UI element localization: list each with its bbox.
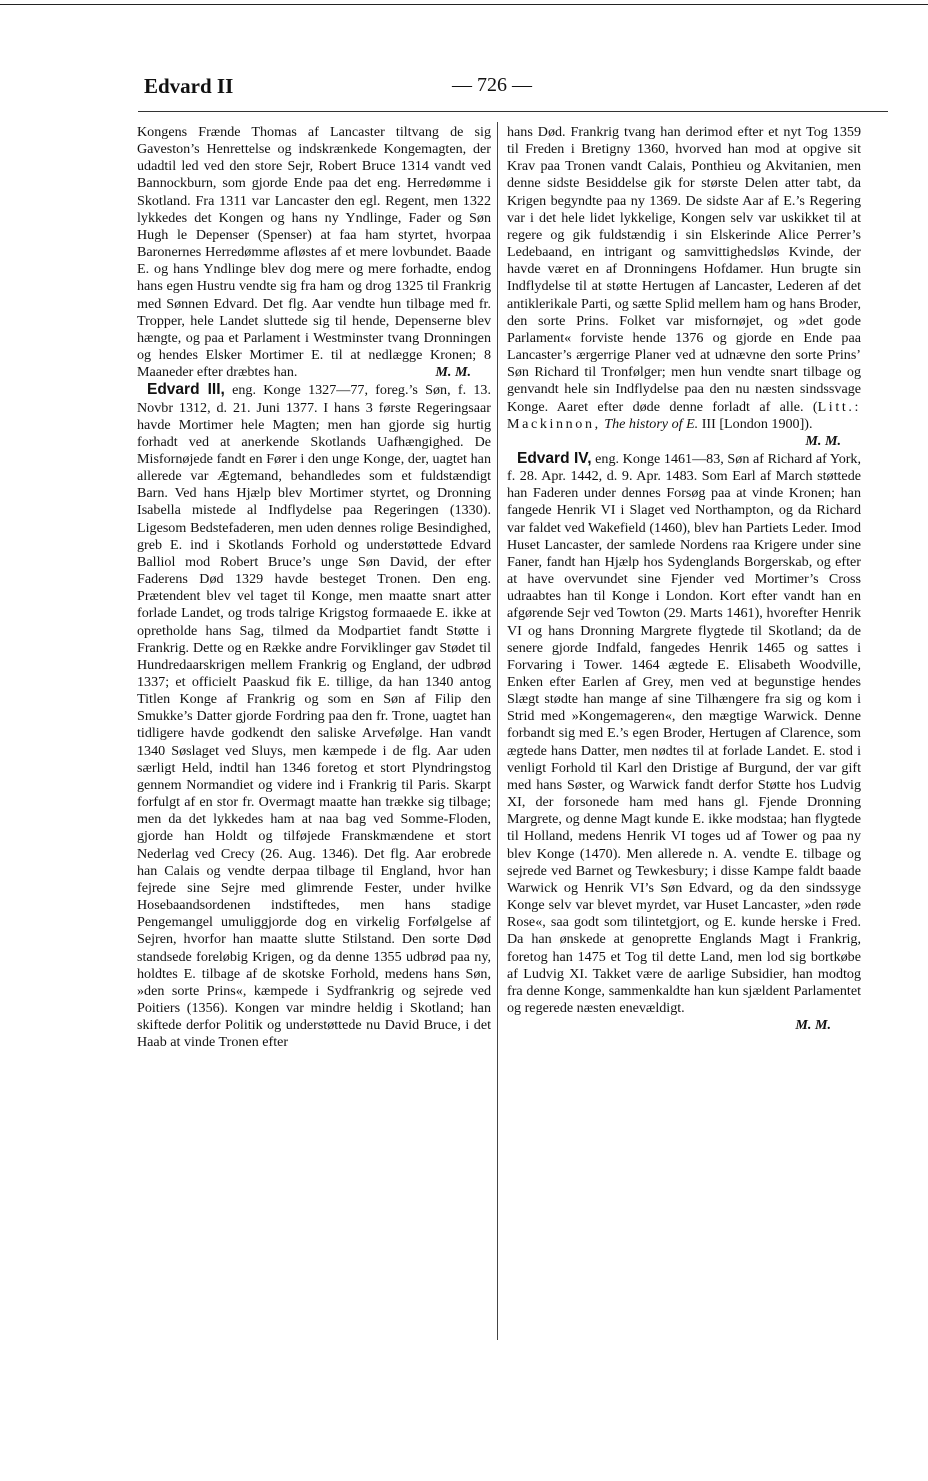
- literature-label: Litt.:: [817, 398, 861, 415]
- running-head-title: Edvard II: [144, 74, 234, 98]
- headword-edvard-iii: Edvard III,: [147, 381, 225, 399]
- signature-line: [507, 1017, 861, 1034]
- page-number: — 726 —: [452, 74, 532, 96]
- paragraph-text: Kongens Frænde Thomas af Lancaster tiltvang de sig Gaveston’s Henrettelse og indskrænkede Kongemagten, der udadtil led ved den store Sejr, Robert Bruce 1314 vandt ved Bannockburn, som gjorde Ende paa det eng. Herredømme i Skotland. Fra 1311 var Lancaster den egl. Regent, men 1322 lykkedes det Kongen og hans ny Yndlinge, Fader og Søn Hugh le Depenser (Spenser) at faa ham styrtet, hvorpaa Baronernes Herredømme afløstes af et mere lovbundet. Baade E. og hans Yndlinge blev dog mere og mere forhadte, endog hans egen Hustru vendte sig fra ham og drog 1325 til Frankrig med Sønnen Edvard. Det flg. Aar vendte hun tilbage med fr. Tropper, hele Landet sluttede sig til hende, Depenserne blev hængte, og paa et Parlament i Westminster tvang Dronningen og hendes Elsker Mortimer E. til at nedlægge Kronen; 8 Maaneder efter dræbtes han.: [137, 124, 491, 381]
- paragraph-text: hans Død. Frankrig tvang han derimod efter et nyt Tog 1359 til Freden i Bretigny 1360, hvorved han mod at opgive sit Krav paa Tronen vandt Calais, Ponthieu og Akvitanien, men denne sidste Besiddelse gik for største Delen atter tabt, da Krigen begyndte paa ny 1369. De sidste Aar af E.’s Regering var i det hele lidet lykkelige, Kongen selv var uskikket til at regere og gik fuldstændig i sin Elskerinde Alice Perrer’s Ledebaand, en intrigant og samvittighedsløs Kvinde, der havde været en af Dronningens Hofdamer. Hun brugte sin Indflydelse til at støtte Hertugen af Lancaster, Lederen af det antiklerikale Parti, og sætte Splid mellem ham og hans Broder, den sorte Prins. Folket var misfornøjet, og »det gode Parlament« forviste hende 1376 og gjorde en Ende paa Lancaster’s ærgerrige Planer ved at udnævne den sorte Prins’ Søn Richard til Tronfølger; men hun vendte snart tilbage og genvandt hele sin Indflydelse paa den nu næsten sindssvage Konge. Aaret efter døde denne forladt af alle. (: [507, 124, 861, 415]
- author-signature: M. M.: [805, 432, 841, 449]
- literature-rest: III [London 1900]).: [698, 415, 813, 432]
- literature-title: The history of E.: [604, 415, 699, 432]
- author-signature: M. M.: [795, 1017, 831, 1034]
- page-header: [138, 74, 888, 104]
- column-divider: [497, 122, 498, 1340]
- entry-edvard-iv: [507, 450, 861, 1017]
- headword-edvard-iv: Edvard IV,: [517, 449, 592, 467]
- header-rule: [138, 111, 888, 112]
- entry-edvard-iii: [137, 381, 491, 1051]
- literature-author: Mackinnon,: [507, 415, 601, 432]
- left-column: [137, 124, 491, 1051]
- right-column: [507, 124, 861, 1034]
- entry-text: eng. Konge 1461—83, Søn af Richard af York, f. 28. Apr. 1442, d. 9. Apr. 1483. Som Earl af March støttede han Faderen under dennes Forsøg paa at vinde Kronen; han fangede Henrik VI i Slaget ved Northampton, og da Richard var faldet ved Wakefield (1460), blev han Partiets Leder. Imod Huset Lancaster, der samlede Nordens raa Krigere under sine Faner, fandt han Hjælp hos Sydenglands Borgerskab, og efter at have overvundet sine Fjender ved Mortimer’s Cross udraabtes han til Konge i London. Kort efter vandt han en afgørende Sejr ved Towton (29. Marts 1461), hvorefter Henrik VI og hans Dronning Margrete flygtede til Skotland; da de senere gjorde Indfald, fangedes Henrik 1465 og sattes i Forvaring i Tower. 1464 ægtede E. Elisabeth Woodville, Enken efter Earlen af Grey, men ved at begunstige hendes Slægt stødte han mange af sine Tilhængere fra sig og kom i Strid med »Kongemageren«, den mægtige Warwick. Denne forbandt sig med E.’s egen Broder, Hertugen af Clarence, som ægtede hans Datter, men nødtes til at forlade Landet. E. stod i venligt Forhold til Karl den Dristige af Burgund, der var gift med hans Søster, og Warwick fandt derfor Støtte hos Ludvig XI, der forsonede ham med hans gl. Fjende Dronning Margrete, og denne Magt kunde E. ikke modstaa; han flygtede til Holland, medens Henrik VI toges ud af Tower og paa ny blev Konge (1470). Men allerede n. A. vendte E. tilbage og sejrede ved Barnet og Tewkesbury; i disse Kampe faldt baade Warwick og Henrik VI’s Søn Edvard, og da den sindssyge Konge selv var blevet myrdet, var Huset Lancaster, »den røde Rose«, saa godt som tilintetgjort, og E. kunde herske i Fred. Da han ønskede at genoprette Englands Magt i Frankrig, foretog han 1475 et Tog til dette Land, men lod sig bortkøbe af Ludvig XI. Takket være de aarlige Subsidier, han modtog fra denne Konge, sammenkaldte han kun sjældent Parlamentet og regerede næsten enevældigt.: [507, 450, 862, 1016]
- entry-text: eng. Konge 1327—77, foreg.’s Søn, f. 13. Novbr 1312, d. 21. Juni 1377. I hans 3 første Regeringsaar havde Mortimer hele Magten; men han gjorde sig hurtig forhadt ved at anerkende Skotlands Uafhængighed. De Misfornøjede fandt en Fører i den unge Konge, der, uagtet han allerede var Ægtemand, behandledes som et fuldstændigt Barn. Ved hans Hjælp blev Mortimer styrtet, og Dronning Isabella mistede al Indflydelse paa Regeringen (1330). Ligesom Bedstefaderen, men uden dennes rolige Besindighed, greb E. ind i Skotlands Forhold og understøttede Edvard Balliol mod Robert Bruce’s unge Søn David, der efter Faderens Død 1329 havde besteget Tronen. Den eng. Prætendent blev vel taget til Konge, men maatte snart atter forlade Landet, og trods talrige Krigstog formaaede E. ikke at opretholde hans Sag, tilmed da Modpartiet fandt Støtte i Frankrig. Dette og en Række andre Forviklinger gav Stødet til Hundredaarskrigen mellem Frankrig og England, der udbrød 1337; et officielt Paaskud fik E. tillige, da han 1340 antog Titlen Konge af Frankrig og som en Søn af Filip den Smukke’s Datter gjorde Fordring paa den fr. Trone, uagtet han tidligere havde godkendt den saliske Arvefølge. Han vandt 1340 Søslaget ved Sluys, men kæmpede i de flg. Aar uden særligt Held, indtil han 1346 foretog et stort Plyndringstog gennem Normandiet og videre ind i Frankrig til Paris. Skarpt forfulgt af en stor fr. Overmagt maatte han trække sig tilbage; men da det lykkedes ham at naa bag ved Somme-Floden, gjorde han Holdt og tilføjede Franskmændene et stort Nederlag ved Crecy (26. Aug. 1346). Det flg. Aar erobrede han Calais og vendte derpaa tilbage til England, hvor han fejrede sine Sejre med glimrende Fester, under hvilke Hosebaandsordenen indstiftedes, men hans stadige Pengemangel umuliggjorde dog en virkelig Forfølgelse af Sejren, hvorfor han maatte slutte Stilstand. Den sorte Død standsede foreløbig Krigen, og da denne 1355 udbrød paa ny, holdtes E. tilbage af de skotske Forhold, medens hans Søn, »den sorte Prins«, kæmpede i Sydfrankrig og sejrede ved Poitiers (1356). Kongen var mindre heldig i Skotland; han skiftede derfor Politik og understøttede nu David Bruce, i det Haab at vinde Tronen efter: [137, 382, 491, 1051]
- author-signature: M. M.: [435, 364, 471, 381]
- entry-edvard-iii-continuation: [507, 124, 861, 449]
- entry-edvard-ii-continuation: [137, 124, 491, 381]
- top-border-line: [0, 4, 928, 5]
